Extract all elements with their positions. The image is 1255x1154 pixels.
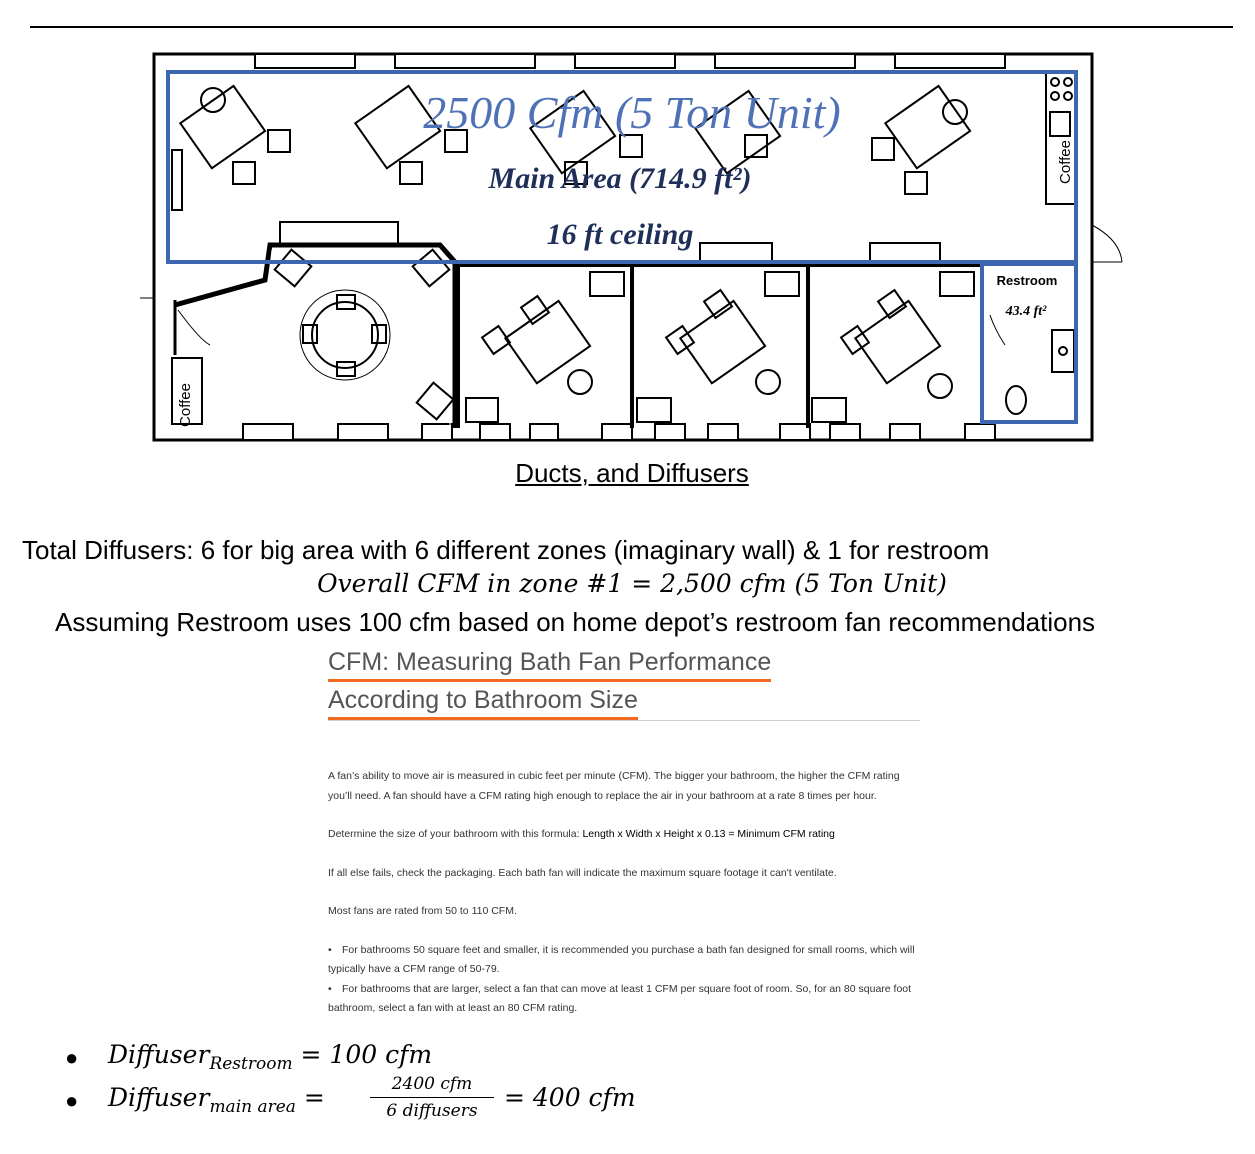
- formula-text: Length x Width x Height x 0.13 = Minimum CFM rating: [582, 828, 835, 840]
- total-diffusers-text: Total Diffusers: 6 for big area with 6 different zones (imaginary wall) & 1 for restroom: [22, 535, 990, 565]
- main-area-diffuser-result: = 400 cfm: [504, 1083, 636, 1112]
- article-bullet-list: [328, 941, 920, 1019]
- list-item: • For bathrooms 50 square feet and smaller, it is recommended you purchase a bath fan designed for small rooms, which will typically have a CFM range of 50-79.: [328, 943, 915, 975]
- floor-plan: [140, 44, 1130, 449]
- article-title-line-1: CFM: Measuring Bath Fan Performance: [328, 646, 771, 682]
- article-excerpt: [328, 646, 920, 1019]
- coffee-label-right: Coffee: [1057, 140, 1074, 184]
- article-paragraph: Most fans are rated from 50 to 110 CFM.: [328, 905, 517, 917]
- bullet-dot: ●: [65, 1045, 79, 1070]
- article-paragraph: A fan’s ability to move air is measured in cubic feet per minute (CFM). The bigger your bathroom, the higher the CFM rating you’ll need. A fan should have a CFM rating high enough to replace the air in your bathroom at a rate 8 times per hour.: [328, 770, 900, 802]
- main-area-diffuser-equation: Diffuser$_{main area}$ =: [108, 1083, 325, 1117]
- top-divider: [30, 26, 1233, 28]
- overall-cfm-equation: Overall CFM in zone #1 = 2,500 cfm (5 Ton Unit): [317, 569, 947, 598]
- fraction-numerator: 2400 cfm: [370, 1074, 494, 1098]
- ceiling-label: 16 ft ceiling: [546, 218, 694, 251]
- restroom-label: Restroom: [996, 273, 1058, 288]
- restroom-assumption-text: Assuming Restroom uses 100 cfm based on home depot’s restroom fan recommendations: [55, 607, 1096, 637]
- article-paragraph-formula: Determine the size of your bathroom with this formula: Length x Width x Height x 0.13 = Minimum CFM rating: [328, 828, 835, 840]
- fraction-denominator: 6 diffusers: [386, 1101, 478, 1121]
- main-area-label: Main Area (714.9 ft²): [488, 162, 752, 195]
- bullet-dot: ●: [65, 1088, 79, 1113]
- coffee-label-left: Coffee: [177, 383, 194, 427]
- list-item: • For bathrooms that are larger, select a fan that can move at least 1 CFM per square foot of room. So, for an 80 square foot bathroom, select a fan with at least an 80 CFM rating.: [328, 982, 912, 1014]
- article-title-line-2: According to Bathroom Size: [328, 684, 638, 720]
- fraction: [370, 1074, 494, 1121]
- restroom-diffuser-equation: Diffuser$_{Restroom}$ = 100 cfm: [108, 1040, 433, 1074]
- main-cfm-label: 2500 Cfm (5 Ton Unit): [423, 87, 841, 138]
- article-paragraph: If all else fails, check the packaging. Each bath fan will indicate the maximum square footage it can't ventilate.: [328, 866, 837, 879]
- figure-caption: Ducts, and Diffusers: [515, 458, 749, 488]
- restroom-area-label: 43.4 ft²: [1005, 304, 1047, 319]
